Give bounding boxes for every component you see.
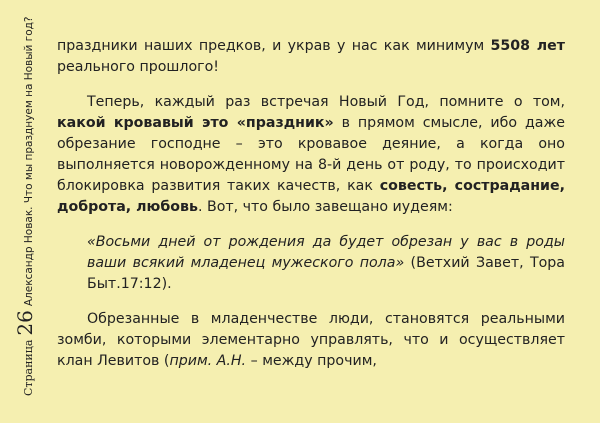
paragraph-2: [57, 92, 565, 218]
text-run: – между прочим,: [250, 353, 377, 369]
quote-paragraph: [87, 232, 565, 295]
text-run: Теперь, каждый раз встречая Новый Год, помните о том,: [87, 94, 565, 110]
bold-run: 5508 лет: [490, 38, 565, 54]
italic-run: прим. А.Н.: [169, 353, 247, 369]
text-run: Обрезанные в младенчестве люди, становятся реальными зомби, которыми элементарно управлять, что и осуществляет клан Левитов (: [57, 311, 565, 369]
paragraph-4: [57, 309, 565, 372]
page-label: Страница: [22, 339, 35, 396]
text-run: реального прошлого!: [57, 59, 219, 75]
italic-quote: «Восьми дней от рождения да будет обрезан у вас в роды ваши всякий младенец мужеского пола»: [87, 234, 565, 271]
paragraph-1: [57, 36, 565, 78]
body-text: [57, 36, 565, 372]
bold-run: какой кровавый это «праздник»: [57, 115, 334, 131]
page-sidebar: [0, 0, 48, 423]
page-number: 26: [13, 310, 37, 336]
citation: (Ветхий Завет, Тора Быт.17:12).: [87, 255, 565, 292]
text-run: . Вот, что было завещано иудеям:: [197, 199, 453, 215]
text-run: в прямом смысле, ибо даже обрезание господне – это кровавое деяние, а когда оно выполняется новорожденному на 8-й день от роду, то происходит блокировка развития таких качеств, как: [57, 115, 566, 194]
bold-run: совесть, сострадание, доброта, любовь: [57, 178, 565, 215]
running-title: Александр Новак. Что мы празднуем на Новый год?: [23, 16, 35, 307]
text-run: праздники наших предков, и украв у нас как минимум: [57, 38, 485, 54]
running-header: [13, 16, 38, 396]
